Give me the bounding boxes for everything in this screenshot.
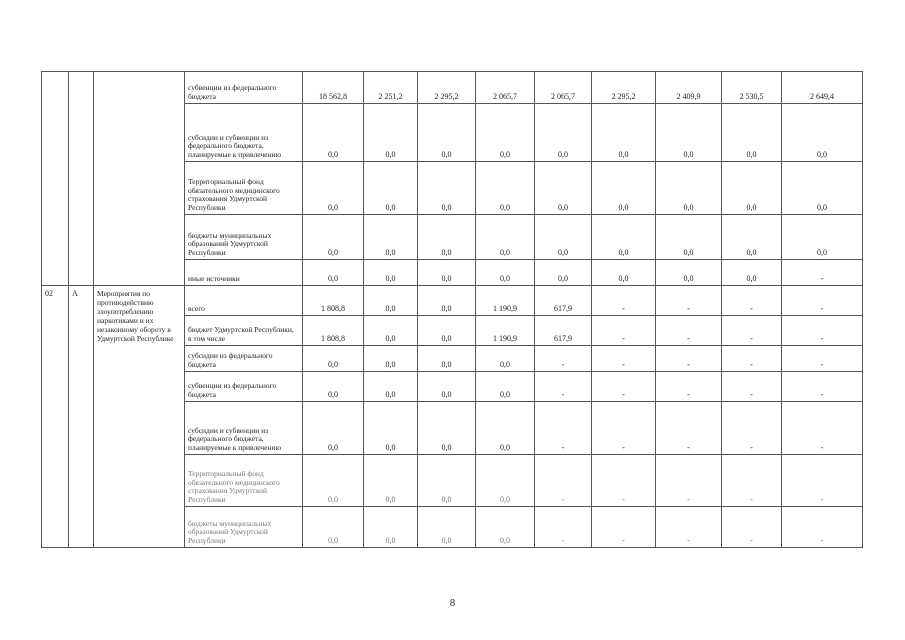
- value-cell: -: [592, 286, 656, 316]
- value-cell: 2 409,9: [656, 72, 722, 104]
- value-cell: -: [656, 507, 722, 548]
- value-cell: -: [782, 402, 863, 455]
- value-cell: 0,0: [656, 215, 722, 260]
- value-cell: -: [782, 346, 863, 372]
- value-cell: -: [592, 316, 656, 346]
- value-cell: 0,0: [418, 104, 476, 162]
- value-cell: 0,0: [303, 372, 364, 402]
- value-cell: 0,0: [364, 372, 418, 402]
- value-cell: 0,0: [722, 260, 782, 286]
- value-cell: 0,0: [303, 162, 364, 215]
- value-cell: 2 295,2: [592, 72, 656, 104]
- row-code-cell: 02: [42, 286, 69, 548]
- value-cell: 0,0: [592, 215, 656, 260]
- value-cell: 0,0: [722, 162, 782, 215]
- value-cell: 0,0: [535, 260, 592, 286]
- value-cell: 0,0: [364, 286, 418, 316]
- value-cell: -: [535, 455, 592, 507]
- funding-source-cell: иные источники: [185, 260, 303, 286]
- value-cell: -: [722, 346, 782, 372]
- value-cell: 0,0: [476, 104, 535, 162]
- funding-source-cell: Территориальный фонд обязательного медицинского страхования Удмуртской Республики: [185, 455, 303, 507]
- value-cell: -: [722, 455, 782, 507]
- value-cell: 0,0: [303, 260, 364, 286]
- value-cell: -: [535, 402, 592, 455]
- value-cell: 0,0: [476, 162, 535, 215]
- value-cell: -: [656, 455, 722, 507]
- value-cell: 0,0: [656, 162, 722, 215]
- value-cell: 0,0: [418, 162, 476, 215]
- value-cell: 0,0: [722, 104, 782, 162]
- value-cell: 0,0: [782, 215, 863, 260]
- value-cell: 0,0: [364, 402, 418, 455]
- value-cell: 0,0: [418, 286, 476, 316]
- value-cell: -: [782, 286, 863, 316]
- value-cell: -: [656, 346, 722, 372]
- value-cell: 0,0: [364, 507, 418, 548]
- value-cell: -: [656, 372, 722, 402]
- value-cell: -: [592, 346, 656, 372]
- value-cell: -: [782, 455, 863, 507]
- value-cell: -: [656, 402, 722, 455]
- value-cell: 0,0: [303, 215, 364, 260]
- value-cell: -: [722, 507, 782, 548]
- value-cell: 1 808,8: [303, 286, 364, 316]
- value-cell: 0,0: [592, 162, 656, 215]
- value-cell: -: [592, 372, 656, 402]
- value-cell: 2 295,2: [418, 72, 476, 104]
- value-cell: -: [656, 316, 722, 346]
- value-cell: 0,0: [364, 215, 418, 260]
- value-cell: -: [535, 507, 592, 548]
- value-cell: 0,0: [303, 104, 364, 162]
- value-cell: 2 065,7: [476, 72, 535, 104]
- value-cell: 0,0: [535, 162, 592, 215]
- value-cell: 0,0: [592, 104, 656, 162]
- funding-source-cell: всего: [185, 286, 303, 316]
- row-name-cell: [94, 72, 185, 286]
- funding-source-cell: субвенции из федерального бюджета: [185, 72, 303, 104]
- value-cell: 0,0: [656, 104, 722, 162]
- value-cell: -: [592, 402, 656, 455]
- value-cell: 0,0: [535, 215, 592, 260]
- value-cell: 0,0: [476, 215, 535, 260]
- value-cell: 0,0: [476, 507, 535, 548]
- value-cell: 0,0: [722, 215, 782, 260]
- value-cell: 0,0: [476, 402, 535, 455]
- value-cell: 0,0: [535, 104, 592, 162]
- value-cell: -: [782, 507, 863, 548]
- value-cell: 0,0: [476, 260, 535, 286]
- funding-source-cell: субсидии из федерального бюджета: [185, 346, 303, 372]
- value-cell: 0,0: [418, 260, 476, 286]
- value-cell: 0,0: [476, 372, 535, 402]
- funding-source-cell: бюджет Удмуртской Республики, в том числе: [185, 316, 303, 346]
- value-cell: 0,0: [303, 455, 364, 507]
- value-cell: -: [592, 455, 656, 507]
- value-cell: -: [782, 260, 863, 286]
- value-cell: 0,0: [364, 260, 418, 286]
- value-cell: 0,0: [592, 260, 656, 286]
- row-type-cell: [69, 72, 94, 286]
- value-cell: 2 065,7: [535, 72, 592, 104]
- value-cell: 617,9: [535, 286, 592, 316]
- table-body: [42, 72, 863, 548]
- value-cell: -: [722, 402, 782, 455]
- value-cell: 0,0: [418, 316, 476, 346]
- value-cell: 0,0: [782, 162, 863, 215]
- value-cell: 1 190,9: [476, 316, 535, 346]
- value-cell: 0,0: [418, 215, 476, 260]
- table-row: [42, 72, 863, 104]
- value-cell: 617,9: [535, 316, 592, 346]
- value-cell: 0,0: [364, 162, 418, 215]
- page-number: 8: [449, 597, 456, 609]
- funding-source-cell: субсидии и субвенции из федерального бюджета, планируемые к привлечению: [185, 104, 303, 162]
- value-cell: 0,0: [303, 346, 364, 372]
- value-cell: -: [722, 372, 782, 402]
- value-cell: -: [722, 286, 782, 316]
- value-cell: 1 808,8: [303, 316, 364, 346]
- value-cell: 0,0: [476, 455, 535, 507]
- funding-source-cell: субсидии и субвенции из федерального бюджета, планируемые к привлечению: [185, 402, 303, 455]
- value-cell: -: [592, 507, 656, 548]
- budget-table: [41, 71, 863, 548]
- row-code-cell: [42, 72, 69, 286]
- funding-source-cell: субвенции из федерального бюджета: [185, 372, 303, 402]
- value-cell: 0,0: [418, 455, 476, 507]
- funding-source-cell: бюджеты муниципальных образований Удмуртской Республики: [185, 215, 303, 260]
- value-cell: 18 562,8: [303, 72, 364, 104]
- value-cell: 0,0: [364, 316, 418, 346]
- value-cell: 0,0: [303, 507, 364, 548]
- value-cell: 2 251,2: [364, 72, 418, 104]
- value-cell: -: [782, 372, 863, 402]
- value-cell: 0,0: [364, 104, 418, 162]
- value-cell: 0,0: [656, 260, 722, 286]
- value-cell: -: [535, 372, 592, 402]
- value-cell: 0,0: [364, 346, 418, 372]
- row-name-cell: Мероприятия по противодействию злоупотреблению наркотиками и их незаконному обороту в Удмуртской Республике: [94, 286, 185, 548]
- row-type-cell: А: [69, 286, 94, 548]
- value-cell: -: [722, 316, 782, 346]
- funding-source-cell: бюджеты муниципальных образований Удмуртской Республики: [185, 507, 303, 548]
- value-cell: -: [535, 346, 592, 372]
- value-cell: -: [782, 316, 863, 346]
- value-cell: 0,0: [418, 507, 476, 548]
- value-cell: 1 190,9: [476, 286, 535, 316]
- value-cell: -: [656, 286, 722, 316]
- value-cell: 0,0: [418, 372, 476, 402]
- value-cell: 0,0: [418, 402, 476, 455]
- value-cell: 0,0: [303, 402, 364, 455]
- value-cell: 0,0: [782, 104, 863, 162]
- value-cell: 0,0: [364, 455, 418, 507]
- table-row: [42, 286, 863, 316]
- funding-source-cell: Территориальный фонд обязательного медицинского страхования Удмуртской Республики: [185, 162, 303, 215]
- value-cell: 0,0: [476, 346, 535, 372]
- value-cell: 0,0: [418, 346, 476, 372]
- value-cell: 2 649,4: [782, 72, 863, 104]
- value-cell: 2 530,5: [722, 72, 782, 104]
